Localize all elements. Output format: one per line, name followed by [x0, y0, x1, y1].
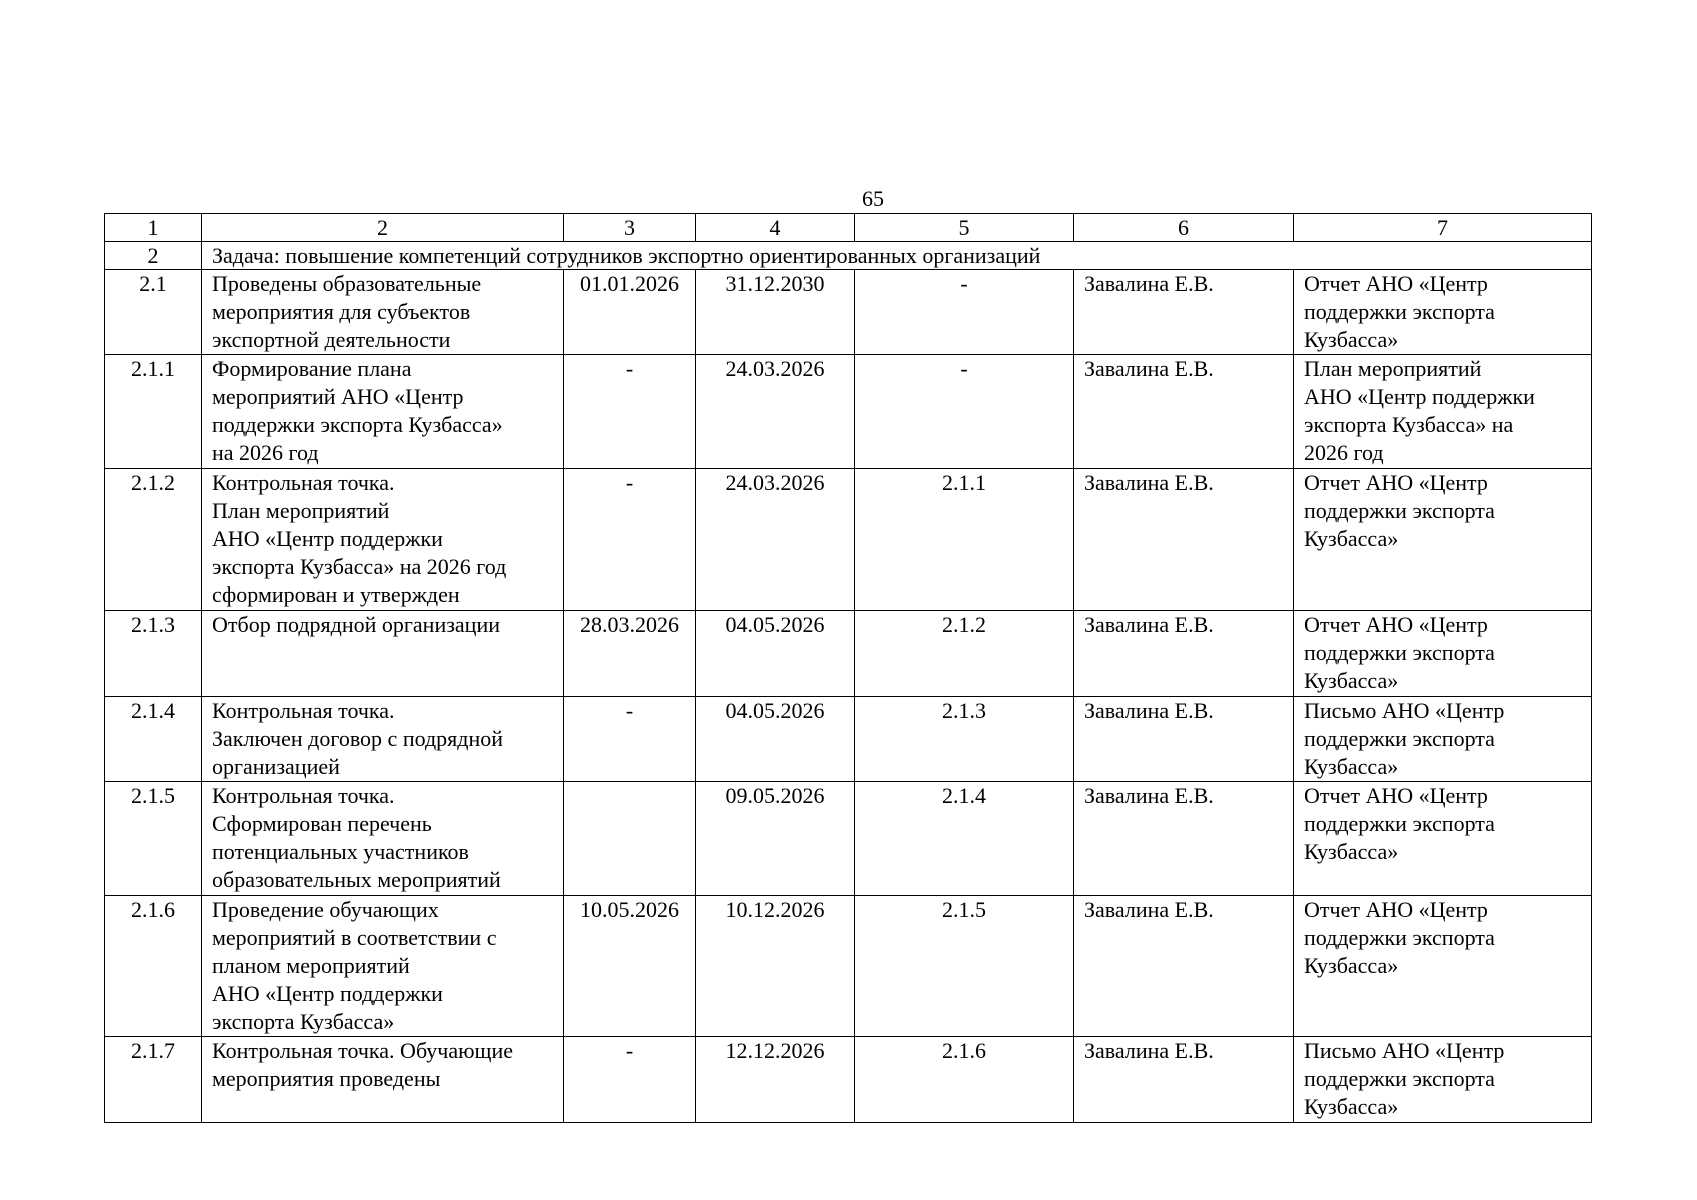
responsible: Завалина Е.В.	[1074, 896, 1294, 1037]
row-number: 2.1.7	[105, 1037, 202, 1123]
table-row	[105, 469, 1592, 611]
start-date: -	[564, 355, 696, 469]
result-document: Отчет АНО «Центр поддержки экспорта Кузбасса»	[1294, 469, 1592, 611]
start-date	[564, 782, 696, 896]
header-cell: 2	[202, 214, 564, 242]
row-number: 2.1.4	[105, 697, 202, 782]
table-row	[105, 270, 1592, 355]
result-document: План мероприятий АНО «Центр поддержки экспорта Кузбасса» на 2026 год	[1294, 355, 1592, 469]
end-date: 12.12.2026	[696, 1037, 855, 1123]
table-row	[105, 611, 1592, 697]
row-number: 2.1.3	[105, 611, 202, 697]
row-number: 2.1	[105, 270, 202, 355]
activity-name: Формирование плана мероприятий АНО «Центр поддержки экспорта Кузбасса» на 2026 год	[202, 355, 564, 469]
task-row	[105, 242, 1592, 270]
end-date: 24.03.2026	[696, 355, 855, 469]
header-cell: 7	[1294, 214, 1592, 242]
start-date: -	[564, 1037, 696, 1123]
task-number: 2	[105, 242, 202, 270]
row-number: 2.1.5	[105, 782, 202, 896]
activity-name: Проведение обучающих мероприятий в соответствии с планом мероприятий АНО «Центр поддержки экспорта Кузбасса»	[202, 896, 564, 1037]
header-cell: 3	[564, 214, 696, 242]
end-date: 09.05.2026	[696, 782, 855, 896]
page-number: 65	[862, 186, 884, 211]
result-document: Отчет АНО «Центр поддержки экспорта Кузбасса»	[1294, 896, 1592, 1037]
table-row	[105, 697, 1592, 782]
end-date: 10.12.2026	[696, 896, 855, 1037]
predecessor: 2.1.6	[855, 1037, 1074, 1123]
activity-name: Контрольная точка. Обучающие мероприятия проведены	[202, 1037, 564, 1123]
activity-name: Отбор подрядной организации	[202, 611, 564, 697]
predecessor: 2.1.2	[855, 611, 1074, 697]
result-document: Письмо АНО «Центр поддержки экспорта Кузбасса»	[1294, 697, 1592, 782]
result-document: Отчет АНО «Центр поддержки экспорта Кузбасса»	[1294, 611, 1592, 697]
table-row	[105, 355, 1592, 469]
activity-name: Контрольная точка. Заключен договор с подрядной организацией	[202, 697, 564, 782]
header-cell: 4	[696, 214, 855, 242]
start-date: 28.03.2026	[564, 611, 696, 697]
responsible: Завалина Е.В.	[1074, 469, 1294, 611]
predecessor: -	[855, 270, 1074, 355]
responsible: Завалина Е.В.	[1074, 611, 1294, 697]
task-text: Задача: повышение компетенций сотрудников экспортно ориентированных организаций	[202, 242, 1592, 270]
result-document: Письмо АНО «Центр поддержки экспорта Кузбасса»	[1294, 1037, 1592, 1123]
responsible: Завалина Е.В.	[1074, 355, 1294, 469]
end-date: 04.05.2026	[696, 611, 855, 697]
responsible: Завалина Е.В.	[1074, 782, 1294, 896]
result-document: Отчет АНО «Центр поддержки экспорта Кузбасса»	[1294, 270, 1592, 355]
row-number: 2.1.6	[105, 896, 202, 1037]
responsible: Завалина Е.В.	[1074, 1037, 1294, 1123]
row-number: 2.1.1	[105, 355, 202, 469]
header-row	[105, 214, 1592, 242]
table-row	[105, 1037, 1592, 1123]
end-date: 24.03.2026	[696, 469, 855, 611]
activity-name: Проведены образовательные мероприятия для субъектов экспортной деятельности	[202, 270, 564, 355]
table-row	[105, 896, 1592, 1037]
start-date: -	[564, 697, 696, 782]
row-number: 2.1.2	[105, 469, 202, 611]
predecessor: 2.1.5	[855, 896, 1074, 1037]
responsible: Завалина Е.В.	[1074, 697, 1294, 782]
header-cell: 5	[855, 214, 1074, 242]
start-date: 01.01.2026	[564, 270, 696, 355]
header-cell: 6	[1074, 214, 1294, 242]
plan-table	[104, 213, 1592, 1123]
activity-name: Контрольная точка. План мероприятий АНО «Центр поддержки экспорта Кузбасса» на 2026 год сформирован и утвержден	[202, 469, 564, 611]
activity-name: Контрольная точка. Сформирован перечень потенциальных участников образовательных мероприятий	[202, 782, 564, 896]
result-document: Отчет АНО «Центр поддержки экспорта Кузбасса»	[1294, 782, 1592, 896]
predecessor: 2.1.4	[855, 782, 1074, 896]
table-row	[105, 782, 1592, 896]
end-date: 31.12.2030	[696, 270, 855, 355]
end-date: 04.05.2026	[696, 697, 855, 782]
responsible: Завалина Е.В.	[1074, 270, 1294, 355]
start-date: -	[564, 469, 696, 611]
header-cell: 1	[105, 214, 202, 242]
predecessor: 2.1.1	[855, 469, 1074, 611]
predecessor: 2.1.3	[855, 697, 1074, 782]
predecessor: -	[855, 355, 1074, 469]
start-date: 10.05.2026	[564, 896, 696, 1037]
